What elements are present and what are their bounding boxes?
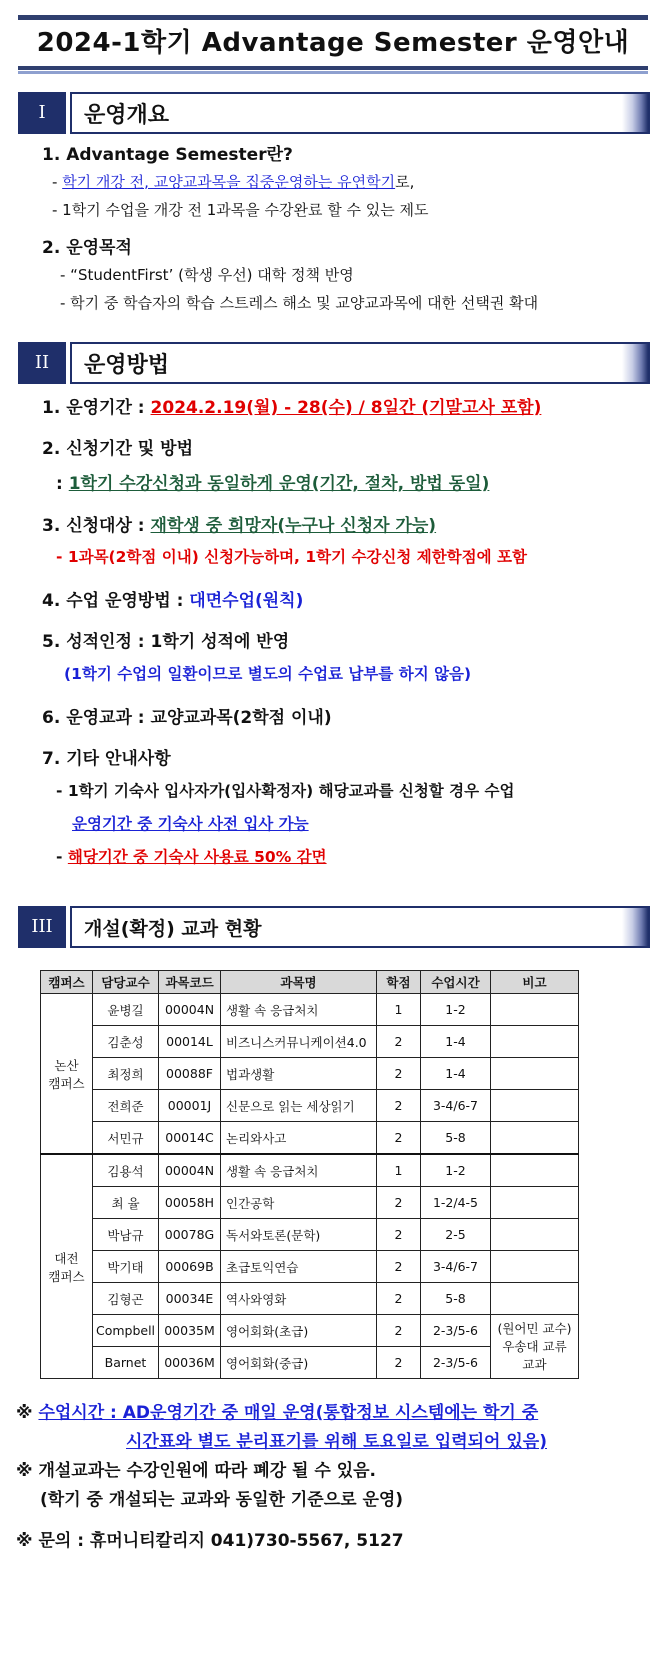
delivery-value: 대면수업(원칙) [189, 591, 304, 611]
method-grade: 5. 성적인정 : 1학기 성적에 반영 [42, 632, 290, 652]
cell-time: 1-2 [421, 994, 491, 1026]
cell-note [491, 1090, 579, 1122]
campus-suffix: 캠퍼스 [48, 1268, 85, 1284]
overview-q1-bullet1 [52, 171, 414, 192]
col-header-course: 과목명 [221, 971, 377, 994]
cell-code: 00004N [159, 1154, 221, 1187]
section-header-overview [18, 92, 650, 134]
footnote-cancellation-cont: (학기 중 개설되는 교과와 동일한 기준으로 운영) [40, 1490, 404, 1510]
table-row [41, 994, 579, 1026]
period-value: 2024.2.19(월) - 28(수) / 8일간 (기말고사 포함) [150, 398, 542, 418]
campus-name: 논산 [54, 1057, 79, 1073]
table-row [41, 1251, 579, 1283]
overview-q2: 2. 운영목적 [42, 238, 132, 258]
cell-note [491, 1283, 579, 1315]
reference-mark: ※ [16, 1461, 33, 1481]
cell-course: 법과생활 [221, 1058, 377, 1090]
campus-daejeon-cell [41, 1154, 93, 1379]
col-header-credit: 학점 [377, 971, 421, 994]
cell-professor: Barnet [93, 1347, 159, 1379]
page-title: 2024-1학기 Advantage Semester 운영안내 [36, 28, 630, 58]
section-header-method [18, 342, 650, 384]
method-etc-bullet2 [56, 845, 327, 867]
overview-q2-bullet1: - “StudentFirst’ (학생 우선) 대학 정책 반영 [60, 266, 354, 284]
campus-name: 대전 [54, 1250, 79, 1266]
cell-credit: 2 [377, 1251, 421, 1283]
method-target-note: - 1과목(2학점 이내) 신청가능하며, 1학기 수강신청 제한학점에 포함 [56, 548, 527, 566]
table-row [41, 1315, 579, 1347]
footnote-text: 개설교과는 수강인원에 따라 폐강 될 수 있음. [38, 1461, 377, 1481]
cell-course: 논리와사고 [221, 1122, 377, 1155]
cell-credit: 2 [377, 1347, 421, 1379]
section-header-courses [18, 906, 650, 948]
colon: : [56, 474, 69, 494]
section-title: 운영방법 [84, 353, 170, 378]
cell-course: 초급토익연습 [221, 1251, 377, 1283]
cell-time: 3-4/6-7 [421, 1090, 491, 1122]
footnote-contact [16, 1526, 404, 1551]
section-title-box [70, 92, 650, 134]
method-delivery [42, 586, 303, 611]
table-row [41, 1026, 579, 1058]
cell-code: 00014L [159, 1026, 221, 1058]
cell-course: 독서와토론(문학) [221, 1219, 377, 1251]
cell-note [491, 994, 579, 1026]
table-header-row [41, 971, 579, 994]
cell-time: 1-2 [421, 1154, 491, 1187]
method-etc-bullet1: - 1학기 기숙사 입사자가(입사확정자) 해당교과를 신청할 경우 수업 [56, 782, 515, 800]
section-number: III [18, 906, 66, 948]
section-number: I [18, 92, 66, 134]
cell-time: 1-4 [421, 1058, 491, 1090]
cell-credit: 2 [377, 1315, 421, 1347]
period-label: 1. 운영기간 : [42, 398, 151, 418]
method-apply-value [56, 469, 489, 494]
cell-code: 00035M [159, 1315, 221, 1347]
cell-professor: 김용석 [93, 1154, 159, 1187]
cell-credit: 2 [377, 1283, 421, 1315]
cell-note [491, 1026, 579, 1058]
cell-course: 신문으로 읽는 세상읽기 [221, 1090, 377, 1122]
cell-course: 영어회화(초급) [221, 1315, 377, 1347]
cell-course: 비즈니스커뮤니케이션4.0 [221, 1026, 377, 1058]
cell-note [491, 1219, 579, 1251]
cell-note [491, 1122, 579, 1155]
method-etc-bullet1-cont: 운영기간 중 기숙사 사전 입사 가능 [72, 815, 309, 833]
col-header-code: 과목코드 [159, 971, 221, 994]
cell-code: 00034E [159, 1283, 221, 1315]
footnote-class-time [16, 1398, 538, 1423]
footnote-cancellation [16, 1456, 376, 1481]
footnote-class-time-cont: 시간표와 별도 분리표기를 위해 토요일로 입력되어 있음) [126, 1432, 547, 1452]
cell-professor: 김형곤 [93, 1283, 159, 1315]
cell-credit: 2 [377, 1219, 421, 1251]
overview-q2-bullet2: - 학기 중 학습자의 학습 스트레스 해소 및 교양교과목에 대한 선택권 확대 [60, 294, 539, 312]
contact-text: 문의 : 휴머니티칼리지 041)730-5567, 5127 [38, 1531, 404, 1551]
cell-code: 00036M [159, 1347, 221, 1379]
title-rule-top [18, 15, 648, 20]
dorm-discount: 해당기간 중 기숙사 사용료 50% 감면 [67, 848, 327, 866]
cell-time: 5-8 [421, 1283, 491, 1315]
course-table [40, 970, 579, 1379]
delivery-label: 4. 수업 운영방법 : [42, 591, 190, 611]
method-grade-note: (1학기 수업의 일환이므로 별도의 수업료 납부를 하지 않음) [64, 665, 472, 683]
cell-time: 1-2/4-5 [421, 1187, 491, 1219]
cell-code: 00069B [159, 1251, 221, 1283]
cell-code: 00001J [159, 1090, 221, 1122]
table-row [41, 1283, 579, 1315]
cell-course: 생활 속 응급처치 [221, 1154, 377, 1187]
table-row [41, 1187, 579, 1219]
table-row [41, 1058, 579, 1090]
method-period [42, 393, 541, 418]
section-title: 개설(확정) 교과 현황 [84, 918, 262, 940]
cell-course: 인간공학 [221, 1187, 377, 1219]
cell-professor: 최 율 [93, 1187, 159, 1219]
section-title-gradient [622, 94, 648, 132]
section-title: 운영개요 [84, 103, 170, 128]
overview-q1-bullet2: - 1학기 수업을 개강 전 1과목을 수강완료 할 수 있는 제도 [52, 201, 429, 219]
cell-code: 00004N [159, 994, 221, 1026]
target-label: 3. 신청대상 : [42, 516, 151, 536]
table-row [41, 1090, 579, 1122]
col-header-time: 수업시간 [421, 971, 491, 994]
cell-course: 영어회화(중급) [221, 1347, 377, 1379]
overview-q1: 1. Advantage Semester란? [42, 145, 293, 165]
cell-credit: 1 [377, 1154, 421, 1187]
table-row [41, 1154, 579, 1187]
method-etc: 7. 기타 안내사항 [42, 749, 171, 769]
reference-mark: ※ [16, 1403, 33, 1423]
method-apply-label: 2. 신청기간 및 방법 [42, 439, 193, 459]
cell-course: 생활 속 응급처치 [221, 994, 377, 1026]
cell-professor: 박기태 [93, 1251, 159, 1283]
col-header-campus: 캠퍼스 [41, 971, 93, 994]
bullet-dash: - [56, 848, 68, 866]
title-rule-bottom-light [18, 71, 648, 74]
cell-credit: 2 [377, 1122, 421, 1155]
cell-time: 2-3/5-6 [421, 1347, 491, 1379]
apply-value: 1학기 수강신청과 동일하게 운영(기간, 절차, 방법 동일) [68, 474, 490, 494]
flexible-semester-definition: 학기 개강 전, 교양교과목을 집중운영하는 유연학기 [62, 173, 396, 191]
bullet-dash: - [52, 173, 63, 191]
campus-suffix: 캠퍼스 [48, 1075, 85, 1091]
note-line: (원어민 교수) [497, 1320, 572, 1336]
cell-professor: 윤병길 [93, 994, 159, 1026]
cell-professor: Compbell [93, 1315, 159, 1347]
note-line: 교과 [522, 1356, 547, 1372]
cell-professor: 서민규 [93, 1122, 159, 1155]
cell-time: 5-8 [421, 1122, 491, 1155]
campus-nonsan-cell [41, 994, 93, 1155]
cell-note [491, 1187, 579, 1219]
cell-note-exchange [491, 1315, 579, 1379]
cell-note [491, 1251, 579, 1283]
reference-mark: ※ [16, 1531, 33, 1551]
section-number: II [18, 342, 66, 384]
cell-credit: 1 [377, 994, 421, 1026]
method-courses: 6. 운영교과 : 교양교과목(2학점 이내) [42, 708, 332, 728]
cell-professor: 최정희 [93, 1058, 159, 1090]
cell-professor: 전희준 [93, 1090, 159, 1122]
cell-code: 00058H [159, 1187, 221, 1219]
cell-time: 2-5 [421, 1219, 491, 1251]
col-header-professor: 담당교수 [93, 971, 159, 994]
col-header-note: 비고 [491, 971, 579, 994]
target-value: 재학생 중 희망자(누구나 신청자 가능) [150, 516, 437, 536]
cell-code: 00088F [159, 1058, 221, 1090]
cell-course: 역사와영화 [221, 1283, 377, 1315]
section-title-box [70, 906, 650, 948]
section-title-gradient [622, 344, 648, 382]
cell-code: 00078G [159, 1219, 221, 1251]
cell-time: 2-3/5-6 [421, 1315, 491, 1347]
table-row [41, 1122, 579, 1155]
section-title-gradient [622, 908, 648, 946]
cell-time: 3-4/6-7 [421, 1251, 491, 1283]
cell-professor: 박남규 [93, 1219, 159, 1251]
cell-credit: 2 [377, 1090, 421, 1122]
title-rule-bottom [18, 66, 648, 70]
section-title-box [70, 342, 650, 384]
method-target [42, 511, 436, 536]
cell-note [491, 1058, 579, 1090]
cell-code: 00014C [159, 1122, 221, 1155]
cell-credit: 2 [377, 1058, 421, 1090]
footnote-text: 수업시간 : AD운영기간 중 매일 운영(통합정보 시스템에는 학기 중 [38, 1403, 539, 1423]
cell-credit: 2 [377, 1026, 421, 1058]
table-row [41, 1219, 579, 1251]
bullet-tail: 로, [395, 173, 415, 191]
cell-professor: 김춘성 [93, 1026, 159, 1058]
cell-credit: 2 [377, 1187, 421, 1219]
note-line: 우송대 교류 [502, 1338, 567, 1354]
cell-time: 1-4 [421, 1026, 491, 1058]
cell-note [491, 1154, 579, 1187]
